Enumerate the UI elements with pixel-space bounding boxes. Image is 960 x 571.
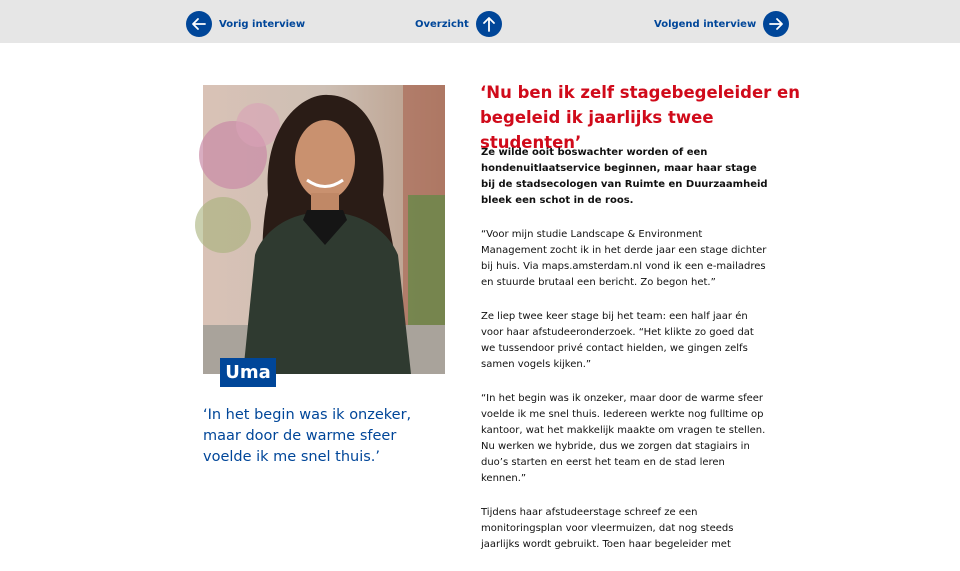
article-body xyxy=(481,145,771,571)
article-lead: Ze wilde ooit boswachter worden of een hondenuitlaatservice beginnen, maar haar stage bij de stadsecologen van Ruimte en Duurzaamheid bleek een schot in de roos. xyxy=(481,147,768,206)
article-paragraph: Ze liep twee keer stage bij het team: een half jaar én voor haar afstudeeronderzoek. “Het klikte zo goed dat we tussendoor privé contact hielden, we gingen zelfs samen vogels kijken.” xyxy=(481,311,754,370)
next-interview-label: Volgend interview xyxy=(654,18,757,30)
overview-label: Overzicht xyxy=(415,18,469,30)
pull-quote: ‘In het begin was ik onzeker, maar door de warme sfeer voelde ik me snel thuis.’ xyxy=(203,407,412,465)
article-headline: ‘Nu ben ik zelf stagebegeleider en begeleid ik jaarlijks twee studenten’ xyxy=(480,83,800,152)
arrow-left-icon xyxy=(186,11,212,37)
top-navigation-bar xyxy=(0,0,960,43)
article-paragraph: Tijdens haar afstudeerstage schreef ze een monitoringsplan voor vleermuizen, dat nog steeds jaarlijks wordt gebruikt. Toen haar begeleider met xyxy=(481,507,734,550)
article-paragraph: “In het begin was ik onzeker, maar door de warme sfeer voelde ik me snel thuis. Iedereen werkte nog fulltime op kantoor, wat het makkelijk maakte om vragen te stellen. Nu werken we hybride, dus we zorgen dat stagiairs in duo’s starten en eerst het team en de stad leren kennen.” xyxy=(481,393,766,484)
overview-link[interactable] xyxy=(415,11,502,37)
arrow-up-icon xyxy=(476,11,502,37)
previous-interview-label: Vorig interview xyxy=(219,18,306,30)
name-badge: Uma xyxy=(220,358,276,387)
arrow-right-icon xyxy=(763,11,789,37)
next-interview-link[interactable] xyxy=(654,11,789,37)
article-paragraph: “Voor mijn studie Landscape & Environment Management zocht ik in het derde jaar een stage dichter bij huis. Via maps.amsterdam.nl vond ik een e-mailadres en stuurde brutaal een bericht. Zo begon het.” xyxy=(481,229,767,288)
portrait-photo xyxy=(203,85,445,374)
previous-interview-link[interactable] xyxy=(186,11,305,37)
